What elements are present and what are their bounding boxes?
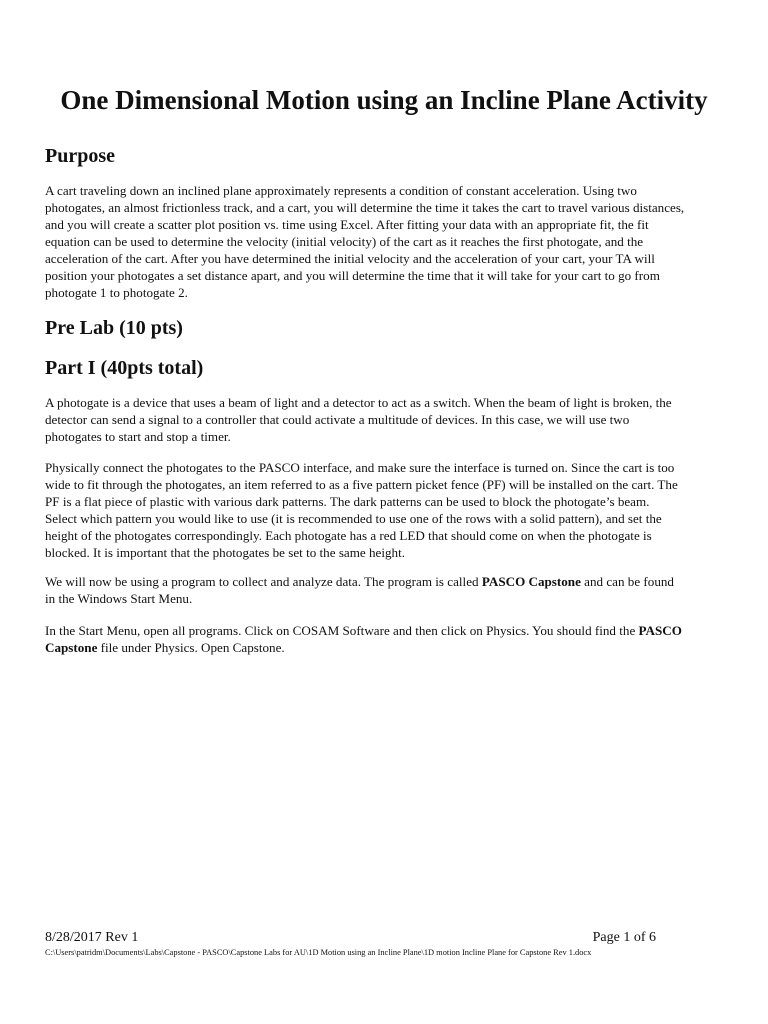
- text-line: and you will create a scatter plot position vs. time using Excel. After fitting your data with an appropriate fit, the fit: [45, 217, 649, 232]
- text-line: wide to fit through the photogates, an item referred to as a five pattern picket fence (PF) will be installed on the cart. The: [45, 477, 678, 492]
- text-line: detector can send a signal to a controller that could activate a multitude of devices. In this case, we will use two: [45, 412, 630, 427]
- setup-paragraph: [45, 459, 735, 561]
- text-run: We will now be using a program to collect and analyze data. The program is called: [45, 574, 482, 589]
- program-name: PASCO: [638, 623, 682, 638]
- text-run: and can be found: [580, 574, 674, 589]
- purpose-heading: Purpose: [45, 145, 115, 167]
- prelab-heading: Pre Lab (10 pts): [45, 317, 183, 339]
- text-line: PF is a flat piece of plastic with various dark patterns. The dark patterns can be used to block the photogate’s beam.: [45, 494, 650, 509]
- footer-date-revision: 8/28/2017 Rev 1: [45, 930, 139, 945]
- purpose-paragraph: [45, 182, 735, 301]
- text-line: photogates, an almost frictionless track, and a cart, you will determine the time it takes the cart to travel various distances,: [45, 200, 685, 215]
- text-line: [45, 622, 735, 639]
- text-line: acceleration of the cart. After you have determined the initial velocity and the acceleration of your cart, your TA will: [45, 251, 655, 266]
- text-line: [45, 639, 735, 656]
- photogate-paragraph: [45, 394, 735, 445]
- text-line: photogate 1 to photogate 2.: [45, 285, 188, 300]
- text-line: photogates to start and stop a timer.: [45, 429, 231, 444]
- start-menu-paragraph: [45, 622, 735, 656]
- text-line: Physically connect the photogates to the PASCO interface, and make sure the interface is turned on. Since the cart is too: [45, 460, 675, 475]
- text-line: equation can be used to determine the velocity (initial velocity) of the cart as it reaches the first photogate, and the: [45, 234, 644, 249]
- text-line: Select which pattern you would like to use (it is recommended to use one of the rows with a solid pattern), and set the: [45, 511, 662, 526]
- document-title: One Dimensional Motion using an Incline Plane Activity: [60, 85, 708, 115]
- program-name: Capstone: [45, 640, 98, 655]
- footer-file-path: C:\Users\patridm\Documents\Labs\Capstone - PASCO\Capstone Labs for AU\1D Motion using an Incline Plane\1D motion Incline Plane for Capstone Rev 1.docx: [45, 948, 592, 957]
- text-line: position your photogates a set distance apart, and you will determine the time that it will take for your cart to go from: [45, 268, 660, 283]
- text-line: height of the photogates correspondingly. Each photogate has a red LED that should come on when the photogate is: [45, 528, 652, 543]
- text-line: A photogate is a device that uses a beam of light and a detector to act as a switch. When the beam of light is broken, the: [45, 395, 672, 410]
- part1-heading: Part I (40pts total): [45, 357, 204, 379]
- text-run: file under Physics. Open Capstone.: [97, 640, 285, 655]
- text-line: [45, 573, 735, 590]
- capstone-paragraph: [45, 573, 735, 607]
- text-line: in the Windows Start Menu.: [45, 591, 193, 606]
- footer-page-number: Page 1 of 6: [592, 930, 656, 945]
- text-line: A cart traveling down an inclined plane approximately represents a condition of constant acceleration. Using two: [45, 183, 637, 198]
- text-line: blocked. It is important that the photogates be set to the same height.: [45, 545, 405, 560]
- program-name: PASCO Capstone: [481, 574, 581, 589]
- text-run: In the Start Menu, open all programs. Click on COSAM Software and then click on Physics. You should find the: [45, 623, 639, 638]
